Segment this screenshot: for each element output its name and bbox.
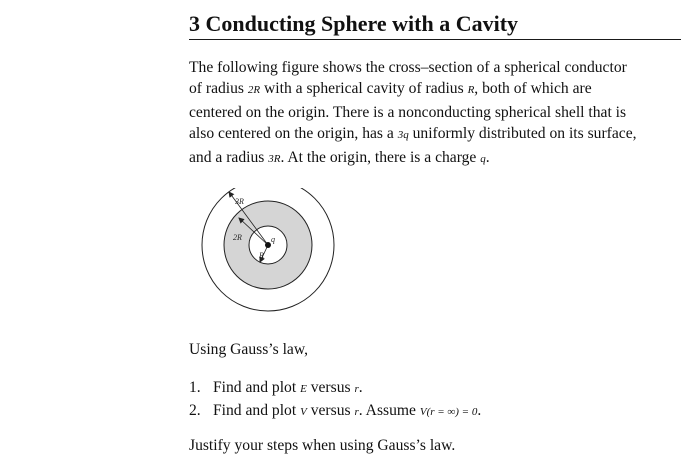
statement-line-3	[189, 102, 689, 123]
statement-text: The following figure shows the cross–section of a spherical conductor	[189, 59, 627, 76]
task-text: .	[477, 402, 482, 420]
statement-text: also centered on the origin, has a	[189, 125, 398, 143]
statement-text: uniformly distributed on its surface,	[408, 125, 637, 143]
statement-text: with a spherical cavity of radius	[260, 80, 468, 98]
instruction-text: Using Gauss’s law,	[189, 341, 308, 358]
math-shell-radius: 3R	[268, 152, 281, 165]
math-potential-v: V	[300, 406, 307, 419]
label-3r: 3R	[235, 197, 244, 206]
statement-line-1	[189, 57, 689, 78]
task-text: .	[358, 379, 363, 396]
math-boundary-condition: V(r = ∞) = 0	[419, 406, 478, 419]
problem-statement	[189, 57, 689, 170]
label-r: R	[259, 251, 264, 260]
statement-text: .	[485, 148, 490, 166]
math-point-charge: q	[480, 152, 486, 165]
statement-text: of radius	[189, 80, 248, 98]
task-text: Find and plot	[213, 379, 301, 396]
task-text: versus	[306, 379, 355, 396]
statement-text: . At the origin, there is a charge	[280, 148, 481, 166]
math-shell-charge: 3q	[397, 129, 409, 142]
sphere-cross-section-figure	[198, 188, 340, 314]
math-conductor-radius: 2R	[247, 84, 261, 97]
statement-text: , both of which are	[474, 80, 592, 98]
statement-text: and a radius	[189, 148, 269, 166]
task-text: . Assume	[358, 402, 420, 420]
statement-text: centered on the origin. There is a nonconducting spherical shell that is	[189, 103, 627, 121]
math-radius-r: r	[354, 383, 359, 395]
task-item	[189, 377, 481, 400]
task-item	[189, 400, 481, 423]
math-field-e: E	[300, 383, 307, 395]
section-heading: 3 Conducting Sphere with a Cavity	[189, 11, 681, 40]
math-cavity-radius: R	[467, 84, 475, 97]
task-text: versus	[306, 402, 355, 420]
closing-instruction: Justify your steps when using Gauss’s law.	[189, 437, 456, 454]
sphere-diagram	[198, 188, 340, 314]
statement-line-2	[189, 78, 689, 101]
label-2r: 2R	[233, 233, 242, 242]
task-list	[189, 377, 481, 424]
task-text: Find and plot	[213, 402, 301, 420]
task-number: 1.	[189, 379, 201, 396]
task-number: 2.	[189, 402, 201, 420]
statement-line-4	[189, 123, 689, 146]
label-q: q	[271, 235, 275, 244]
statement-line-5	[189, 147, 689, 170]
math-radius-r: r	[354, 406, 359, 419]
